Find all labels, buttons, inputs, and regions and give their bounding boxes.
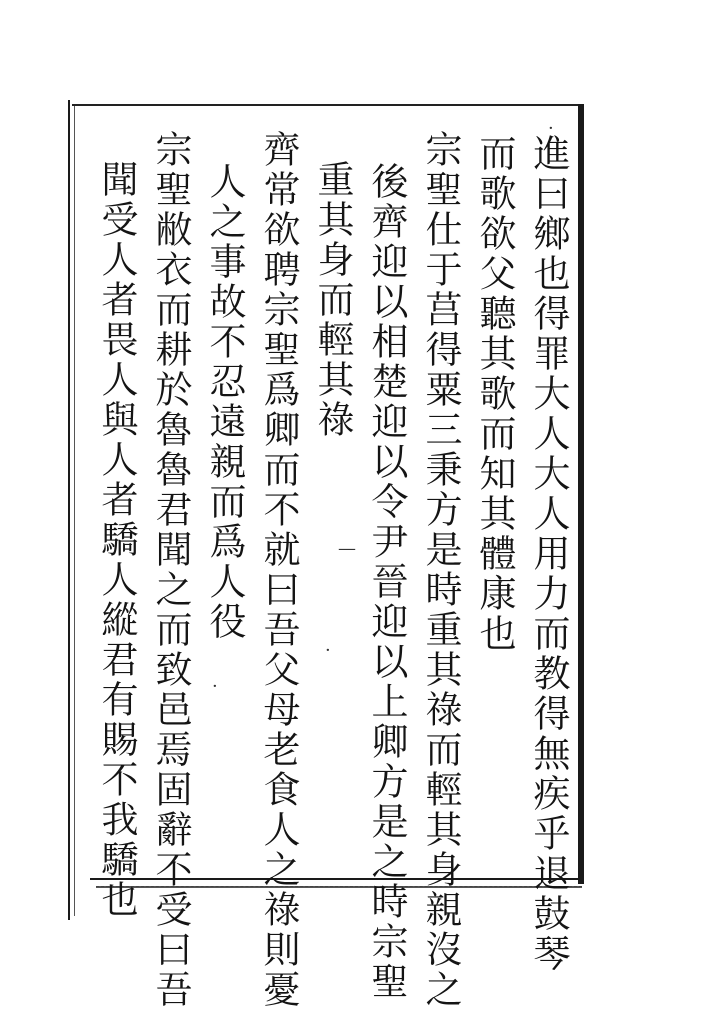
punctuation-mark: · xyxy=(212,676,218,697)
border-left-outer xyxy=(68,100,70,920)
border-top xyxy=(72,104,582,106)
text-column-8: 宗聖敝衣而耕於魯魯君聞之而致邑焉固辭不受曰吾 xyxy=(149,130,192,1010)
text-column-9: 聞受人者畏人與人者驕人縱君有賜不我驕也 xyxy=(95,160,138,920)
text-column-2: 而歌欲父聽其歌而知其體康也 xyxy=(473,134,516,654)
text-column-5: 重其身而輕其祿 xyxy=(311,160,354,440)
text-column-3: 宗聖仕于莒得粟三秉方是時重其祿而輕其身親沒之 xyxy=(419,130,462,1010)
text-column-1: 進曰鄉也得罪大人大人用力而教得無疾乎退鼓琴 xyxy=(527,134,570,974)
text-body xyxy=(90,112,570,1010)
text-column-7: 人之事故不忍遠親而爲人役 xyxy=(203,162,246,642)
text-column-4: 後齊迎以相楚迎以令尹晉迎以上卿方是之時宗聖 xyxy=(365,162,408,1002)
border-left-inner xyxy=(74,104,75,916)
punctuation-mark: · xyxy=(548,118,554,139)
text-column-6: 齊常欲聘宗聖爲卿而不就曰吾父母老食人之祿則憂 xyxy=(257,130,300,1010)
punctuation-mark: — xyxy=(338,538,356,559)
punctuation-mark: · xyxy=(325,640,331,661)
border-right xyxy=(578,104,584,884)
